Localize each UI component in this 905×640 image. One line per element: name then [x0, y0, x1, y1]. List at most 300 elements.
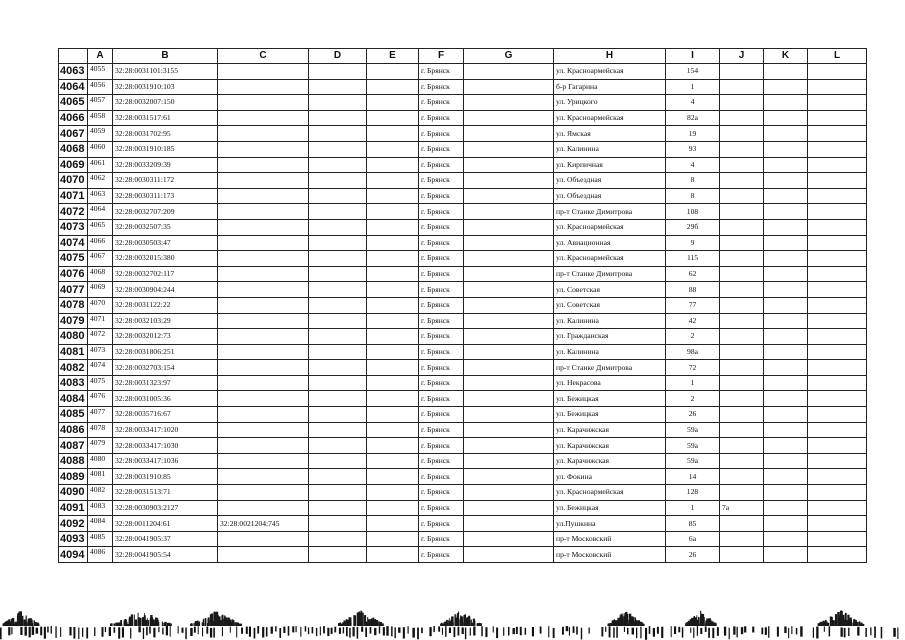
cell-b[interactable]: 32:28:0033417:1020 — [113, 422, 218, 438]
cell-b[interactable]: 32:28:0030904:244 — [113, 282, 218, 298]
cell-k[interactable] — [764, 485, 808, 501]
cell-c[interactable] — [218, 235, 309, 251]
cell-g[interactable] — [464, 251, 554, 267]
cell-h[interactable]: ул. Бежицкая — [554, 407, 666, 423]
cell-k[interactable] — [764, 469, 808, 485]
cell-b[interactable]: 32:28:0030903:2127 — [113, 500, 218, 516]
cell-e[interactable] — [367, 110, 419, 126]
row-header[interactable]: 4071 — [59, 188, 88, 204]
cell-j[interactable]: 7а — [720, 500, 764, 516]
cell-l[interactable] — [808, 391, 867, 407]
cell-g[interactable] — [464, 157, 554, 173]
row-header[interactable]: 4063 — [59, 64, 88, 80]
cell-e[interactable] — [367, 266, 419, 282]
cell-i[interactable]: 98а — [666, 344, 720, 360]
cell-j[interactable] — [720, 297, 764, 313]
cell-e[interactable] — [367, 64, 419, 80]
cell-d[interactable] — [309, 422, 367, 438]
cell-h[interactable]: ул. Красноармейская — [554, 64, 666, 80]
cell-l[interactable] — [808, 453, 867, 469]
cell-f[interactable]: г. Брянск — [419, 391, 464, 407]
cell-j[interactable] — [720, 391, 764, 407]
cell-h[interactable]: ул. Калинина — [554, 313, 666, 329]
cell-f[interactable]: г. Брянск — [419, 266, 464, 282]
cell-a[interactable]: 4079 — [88, 438, 113, 454]
cell-j[interactable] — [720, 547, 764, 563]
cell-j[interactable] — [720, 110, 764, 126]
cell-k[interactable] — [764, 173, 808, 189]
cell-f[interactable]: г. Брянск — [419, 95, 464, 111]
column-header-k[interactable]: K — [764, 49, 808, 64]
cell-l[interactable] — [808, 251, 867, 267]
cell-d[interactable] — [309, 79, 367, 95]
cell-j[interactable] — [720, 329, 764, 345]
cell-e[interactable] — [367, 173, 419, 189]
cell-b[interactable]: 32:28:0031513:71 — [113, 485, 218, 501]
cell-g[interactable] — [464, 329, 554, 345]
cell-g[interactable] — [464, 79, 554, 95]
cell-k[interactable] — [764, 282, 808, 298]
row-header[interactable]: 4076 — [59, 266, 88, 282]
cell-l[interactable] — [808, 95, 867, 111]
cell-a[interactable]: 4072 — [88, 329, 113, 345]
column-header-f[interactable]: F — [419, 49, 464, 64]
cell-c[interactable] — [218, 469, 309, 485]
cell-a[interactable]: 4066 — [88, 235, 113, 251]
cell-a[interactable]: 4056 — [88, 79, 113, 95]
cell-d[interactable] — [309, 188, 367, 204]
cell-b[interactable]: 32:28:0031517:61 — [113, 110, 218, 126]
cell-d[interactable] — [309, 141, 367, 157]
cell-g[interactable] — [464, 282, 554, 298]
cell-d[interactable] — [309, 204, 367, 220]
column-header-c[interactable]: C — [218, 49, 309, 64]
row-header[interactable]: 4074 — [59, 235, 88, 251]
cell-a[interactable]: 4059 — [88, 126, 113, 142]
cell-l[interactable] — [808, 360, 867, 376]
cell-j[interactable] — [720, 344, 764, 360]
cell-i[interactable]: 6а — [666, 531, 720, 547]
cell-f[interactable]: г. Брянск — [419, 219, 464, 235]
cell-g[interactable] — [464, 126, 554, 142]
cell-k[interactable] — [764, 453, 808, 469]
cell-h[interactable]: ул. Объездная — [554, 188, 666, 204]
cell-e[interactable] — [367, 188, 419, 204]
cell-f[interactable]: г. Брянск — [419, 329, 464, 345]
cell-c[interactable] — [218, 391, 309, 407]
cell-k[interactable] — [764, 95, 808, 111]
cell-b[interactable]: 32:28:0032702:117 — [113, 266, 218, 282]
cell-i[interactable]: 93 — [666, 141, 720, 157]
cell-k[interactable] — [764, 64, 808, 80]
cell-b[interactable]: 32:28:0032015:380 — [113, 251, 218, 267]
cell-d[interactable] — [309, 500, 367, 516]
cell-h[interactable]: ул. Красноармейская — [554, 110, 666, 126]
cell-c[interactable] — [218, 297, 309, 313]
cell-f[interactable]: г. Брянск — [419, 407, 464, 423]
cell-d[interactable] — [309, 485, 367, 501]
column-header-i[interactable]: I — [666, 49, 720, 64]
cell-b[interactable]: 32:28:0032012:73 — [113, 329, 218, 345]
cell-f[interactable]: г. Брянск — [419, 422, 464, 438]
cell-k[interactable] — [764, 500, 808, 516]
cell-e[interactable] — [367, 204, 419, 220]
cell-a[interactable]: 4060 — [88, 141, 113, 157]
cell-b[interactable]: 32:28:0035716:67 — [113, 407, 218, 423]
cell-g[interactable] — [464, 297, 554, 313]
cell-i[interactable]: 108 — [666, 204, 720, 220]
cell-g[interactable] — [464, 266, 554, 282]
cell-a[interactable]: 4062 — [88, 173, 113, 189]
row-header[interactable]: 4086 — [59, 422, 88, 438]
cell-c[interactable] — [218, 422, 309, 438]
cell-c[interactable] — [218, 266, 309, 282]
cell-g[interactable] — [464, 360, 554, 376]
cell-e[interactable] — [367, 141, 419, 157]
cell-g[interactable] — [464, 438, 554, 454]
cell-d[interactable] — [309, 297, 367, 313]
cell-l[interactable] — [808, 126, 867, 142]
row-header[interactable]: 4068 — [59, 141, 88, 157]
cell-e[interactable] — [367, 485, 419, 501]
cell-i[interactable]: 9 — [666, 235, 720, 251]
cell-e[interactable] — [367, 375, 419, 391]
cell-h[interactable]: ул. Ямская — [554, 126, 666, 142]
cell-g[interactable] — [464, 110, 554, 126]
cell-j[interactable] — [720, 126, 764, 142]
cell-c[interactable] — [218, 188, 309, 204]
row-header[interactable]: 4066 — [59, 110, 88, 126]
cell-e[interactable] — [367, 531, 419, 547]
cell-a[interactable]: 4055 — [88, 64, 113, 80]
cell-i[interactable]: 59а — [666, 453, 720, 469]
cell-f[interactable]: г. Брянск — [419, 531, 464, 547]
cell-i[interactable]: 1 — [666, 500, 720, 516]
cell-k[interactable] — [764, 266, 808, 282]
row-header[interactable]: 4065 — [59, 95, 88, 111]
cell-l[interactable] — [808, 516, 867, 532]
cell-a[interactable]: 4057 — [88, 95, 113, 111]
cell-h[interactable]: ул. Советская — [554, 282, 666, 298]
row-header[interactable]: 4084 — [59, 391, 88, 407]
cell-l[interactable] — [808, 219, 867, 235]
cell-d[interactable] — [309, 344, 367, 360]
cell-e[interactable] — [367, 391, 419, 407]
cell-j[interactable] — [720, 95, 764, 111]
cell-d[interactable] — [309, 516, 367, 532]
cell-i[interactable]: 62 — [666, 266, 720, 282]
cell-b[interactable]: 32:28:0032507:35 — [113, 219, 218, 235]
cell-h[interactable]: ул. Калинина — [554, 344, 666, 360]
cell-f[interactable]: г. Брянск — [419, 173, 464, 189]
cell-i[interactable]: 59а — [666, 422, 720, 438]
cell-i[interactable]: 2 — [666, 391, 720, 407]
cell-d[interactable] — [309, 95, 367, 111]
cell-f[interactable]: г. Брянск — [419, 188, 464, 204]
cell-a[interactable]: 4080 — [88, 453, 113, 469]
cell-c[interactable] — [218, 313, 309, 329]
cell-k[interactable] — [764, 516, 808, 532]
cell-c[interactable] — [218, 126, 309, 142]
cell-k[interactable] — [764, 141, 808, 157]
cell-l[interactable] — [808, 173, 867, 189]
cell-j[interactable] — [720, 485, 764, 501]
cell-e[interactable] — [367, 157, 419, 173]
cell-g[interactable] — [464, 64, 554, 80]
cell-d[interactable] — [309, 469, 367, 485]
cell-h[interactable]: пр-т Станке Димитрова — [554, 360, 666, 376]
cell-a[interactable]: 4082 — [88, 485, 113, 501]
cell-b[interactable]: 32:28:0031702:95 — [113, 126, 218, 142]
cell-i[interactable]: 26 — [666, 407, 720, 423]
cell-i[interactable]: 128 — [666, 485, 720, 501]
cell-b[interactable]: 32:28:0041905:37 — [113, 531, 218, 547]
cell-i[interactable]: 19 — [666, 126, 720, 142]
cell-h[interactable]: ул. Объездная — [554, 173, 666, 189]
cell-d[interactable] — [309, 64, 367, 80]
cell-c[interactable] — [218, 282, 309, 298]
cell-j[interactable] — [720, 422, 764, 438]
cell-k[interactable] — [764, 204, 808, 220]
cell-l[interactable] — [808, 110, 867, 126]
cell-i[interactable]: 4 — [666, 95, 720, 111]
cell-b[interactable]: 32:28:0031910:103 — [113, 79, 218, 95]
cell-e[interactable] — [367, 219, 419, 235]
cell-k[interactable] — [764, 297, 808, 313]
cell-g[interactable] — [464, 453, 554, 469]
cell-e[interactable] — [367, 438, 419, 454]
cell-d[interactable] — [309, 173, 367, 189]
cell-l[interactable] — [808, 407, 867, 423]
row-header[interactable]: 4079 — [59, 313, 88, 329]
cell-i[interactable]: 77 — [666, 297, 720, 313]
cell-c[interactable] — [218, 251, 309, 267]
cell-e[interactable] — [367, 422, 419, 438]
cell-l[interactable] — [808, 141, 867, 157]
row-header[interactable]: 4094 — [59, 547, 88, 563]
column-header-h[interactable]: H — [554, 49, 666, 64]
cell-k[interactable] — [764, 438, 808, 454]
row-header[interactable]: 4069 — [59, 157, 88, 173]
cell-d[interactable] — [309, 235, 367, 251]
cell-j[interactable] — [720, 204, 764, 220]
row-header[interactable]: 4067 — [59, 126, 88, 142]
cell-i[interactable]: 1 — [666, 79, 720, 95]
cell-a[interactable]: 4075 — [88, 375, 113, 391]
cell-j[interactable] — [720, 282, 764, 298]
cell-f[interactable]: г. Брянск — [419, 251, 464, 267]
row-header[interactable]: 4089 — [59, 469, 88, 485]
cell-b[interactable]: 32:28:0033209:39 — [113, 157, 218, 173]
row-header[interactable]: 4082 — [59, 360, 88, 376]
cell-l[interactable] — [808, 235, 867, 251]
cell-f[interactable]: г. Брянск — [419, 141, 464, 157]
cell-b[interactable]: 32:28:0030503:47 — [113, 235, 218, 251]
cell-a[interactable]: 4064 — [88, 204, 113, 220]
cell-c[interactable] — [218, 375, 309, 391]
column-header-g[interactable]: G — [464, 49, 554, 64]
cell-c[interactable] — [218, 64, 309, 80]
cell-g[interactable] — [464, 235, 554, 251]
cell-a[interactable]: 4081 — [88, 469, 113, 485]
cell-g[interactable] — [464, 188, 554, 204]
cell-b[interactable]: 32:28:0032103:29 — [113, 313, 218, 329]
cell-b[interactable]: 32:28:0032707:209 — [113, 204, 218, 220]
cell-c[interactable] — [218, 344, 309, 360]
cell-g[interactable] — [464, 95, 554, 111]
cell-e[interactable] — [367, 469, 419, 485]
cell-b[interactable]: 32:28:0030311:173 — [113, 188, 218, 204]
cell-h[interactable]: б-р Гагарина — [554, 79, 666, 95]
cell-f[interactable]: г. Брянск — [419, 313, 464, 329]
cell-i[interactable]: 154 — [666, 64, 720, 80]
cell-j[interactable] — [720, 266, 764, 282]
cell-g[interactable] — [464, 407, 554, 423]
cell-b[interactable]: 32:28:0030311:172 — [113, 173, 218, 189]
cell-a[interactable]: 4086 — [88, 547, 113, 563]
row-header[interactable]: 4073 — [59, 219, 88, 235]
cell-h[interactable]: ул.Пушкина — [554, 516, 666, 532]
cell-l[interactable] — [808, 344, 867, 360]
cell-a[interactable]: 4065 — [88, 219, 113, 235]
cell-j[interactable] — [720, 157, 764, 173]
cell-h[interactable]: ул. Бежицкая — [554, 500, 666, 516]
cell-a[interactable]: 4073 — [88, 344, 113, 360]
cell-l[interactable] — [808, 157, 867, 173]
row-header[interactable]: 4092 — [59, 516, 88, 532]
cell-i[interactable]: 1 — [666, 375, 720, 391]
cell-a[interactable]: 4084 — [88, 516, 113, 532]
cell-i[interactable]: 72 — [666, 360, 720, 376]
cell-f[interactable]: г. Брянск — [419, 282, 464, 298]
row-header[interactable]: 4080 — [59, 329, 88, 345]
cell-e[interactable] — [367, 235, 419, 251]
cell-f[interactable]: г. Брянск — [419, 500, 464, 516]
cell-i[interactable]: 8 — [666, 173, 720, 189]
cell-a[interactable]: 4085 — [88, 531, 113, 547]
cell-e[interactable] — [367, 79, 419, 95]
row-header[interactable]: 4085 — [59, 407, 88, 423]
cell-a[interactable]: 4074 — [88, 360, 113, 376]
row-header[interactable]: 4088 — [59, 453, 88, 469]
cell-h[interactable]: ул. Калинина — [554, 141, 666, 157]
cell-c[interactable] — [218, 329, 309, 345]
cell-g[interactable] — [464, 500, 554, 516]
cell-c[interactable] — [218, 547, 309, 563]
cell-c[interactable] — [218, 438, 309, 454]
row-header[interactable]: 4083 — [59, 375, 88, 391]
cell-k[interactable] — [764, 235, 808, 251]
cell-f[interactable]: г. Брянск — [419, 360, 464, 376]
cell-b[interactable]: 32:28:0033417:1036 — [113, 453, 218, 469]
cell-k[interactable] — [764, 407, 808, 423]
cell-l[interactable] — [808, 64, 867, 80]
cell-a[interactable]: 4063 — [88, 188, 113, 204]
cell-d[interactable] — [309, 313, 367, 329]
cell-l[interactable] — [808, 282, 867, 298]
cell-k[interactable] — [764, 391, 808, 407]
cell-h[interactable]: ул. Фокина — [554, 469, 666, 485]
cell-f[interactable]: г. Брянск — [419, 64, 464, 80]
cell-k[interactable] — [764, 422, 808, 438]
cell-f[interactable]: г. Брянск — [419, 297, 464, 313]
cell-i[interactable]: 82а — [666, 110, 720, 126]
cell-j[interactable] — [720, 360, 764, 376]
column-header-b[interactable]: B — [113, 49, 218, 64]
cell-f[interactable]: г. Брянск — [419, 438, 464, 454]
cell-a[interactable]: 4083 — [88, 500, 113, 516]
cell-e[interactable] — [367, 344, 419, 360]
cell-f[interactable]: г. Брянск — [419, 204, 464, 220]
cell-i[interactable]: 29б — [666, 219, 720, 235]
cell-f[interactable]: г. Брянск — [419, 453, 464, 469]
cell-g[interactable] — [464, 204, 554, 220]
cell-l[interactable] — [808, 79, 867, 95]
cell-g[interactable] — [464, 344, 554, 360]
cell-k[interactable] — [764, 110, 808, 126]
cell-c[interactable] — [218, 531, 309, 547]
cell-f[interactable]: г. Брянск — [419, 469, 464, 485]
cell-j[interactable] — [720, 375, 764, 391]
row-header[interactable]: 4075 — [59, 251, 88, 267]
cell-k[interactable] — [764, 313, 808, 329]
cell-c[interactable] — [218, 141, 309, 157]
cell-g[interactable] — [464, 422, 554, 438]
cell-k[interactable] — [764, 547, 808, 563]
cell-g[interactable] — [464, 173, 554, 189]
cell-h[interactable]: ул. Кирпичная — [554, 157, 666, 173]
cell-k[interactable] — [764, 126, 808, 142]
cell-j[interactable] — [720, 141, 764, 157]
cell-e[interactable] — [367, 126, 419, 142]
cell-i[interactable]: 42 — [666, 313, 720, 329]
cell-f[interactable]: г. Брянск — [419, 157, 464, 173]
cell-b[interactable]: 32:28:0031323:97 — [113, 375, 218, 391]
cell-k[interactable] — [764, 188, 808, 204]
cell-a[interactable]: 4067 — [88, 251, 113, 267]
cell-h[interactable]: ул. Карачижская — [554, 438, 666, 454]
cell-c[interactable] — [218, 500, 309, 516]
cell-j[interactable] — [720, 64, 764, 80]
cell-j[interactable] — [720, 251, 764, 267]
cell-l[interactable] — [808, 188, 867, 204]
cell-a[interactable]: 4058 — [88, 110, 113, 126]
cell-g[interactable] — [464, 469, 554, 485]
cell-k[interactable] — [764, 329, 808, 345]
cell-d[interactable] — [309, 266, 367, 282]
cell-l[interactable] — [808, 297, 867, 313]
cell-b[interactable]: 32:28:0032007:150 — [113, 95, 218, 111]
cell-k[interactable] — [764, 344, 808, 360]
cell-g[interactable] — [464, 485, 554, 501]
cell-e[interactable] — [367, 282, 419, 298]
cell-k[interactable] — [764, 360, 808, 376]
cell-l[interactable] — [808, 422, 867, 438]
cell-c[interactable] — [218, 157, 309, 173]
cell-l[interactable] — [808, 438, 867, 454]
corner-cell[interactable] — [59, 49, 88, 64]
row-header[interactable]: 4072 — [59, 204, 88, 220]
cell-j[interactable] — [720, 516, 764, 532]
cell-i[interactable]: 85 — [666, 516, 720, 532]
cell-a[interactable]: 4070 — [88, 297, 113, 313]
cell-k[interactable] — [764, 79, 808, 95]
cell-h[interactable]: ул. Карачижская — [554, 453, 666, 469]
cell-d[interactable] — [309, 329, 367, 345]
cell-b[interactable]: 32:28:0011204:61 — [113, 516, 218, 532]
cell-g[interactable] — [464, 141, 554, 157]
cell-e[interactable] — [367, 329, 419, 345]
